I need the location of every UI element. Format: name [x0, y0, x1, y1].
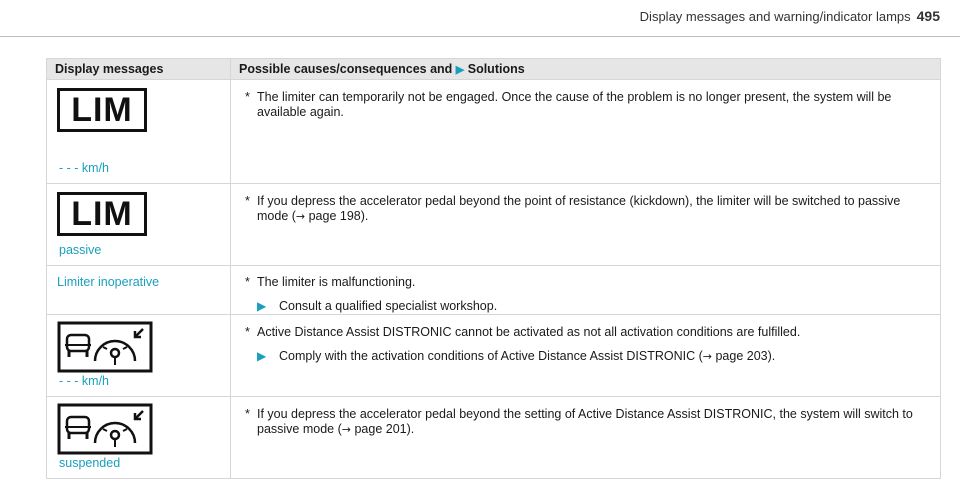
page-reference-link[interactable]: page 198).	[308, 209, 369, 223]
distronic-icon	[57, 321, 153, 373]
page-reference-link[interactable]: page 203).	[715, 349, 776, 363]
lim-icon: LIM	[57, 88, 147, 132]
table-row	[47, 315, 941, 397]
display-text: - - - km/h	[59, 161, 109, 175]
bullet-marker: *	[245, 407, 250, 421]
list-item	[245, 275, 930, 290]
step-text: Consult a qualified specialist workshop.	[279, 299, 498, 313]
page-number: 495	[916, 8, 940, 24]
cause-cell	[231, 80, 941, 184]
page-header	[640, 8, 940, 24]
step-content	[279, 349, 775, 364]
bullet-text: Active Distance Assist DISTRONIC cannot be activated as not all activation conditions are fulfilled.	[257, 325, 801, 339]
table-row	[47, 184, 941, 266]
cause-cell	[231, 184, 941, 266]
display-message-cell	[47, 80, 231, 184]
play-arrow-icon: ▶	[257, 299, 267, 313]
header-rule	[0, 36, 960, 37]
page-ref-arrow-icon: →	[341, 423, 351, 436]
cause-cell	[231, 397, 941, 479]
list-item	[245, 325, 930, 340]
distronic-icon	[57, 403, 153, 455]
table-row	[47, 397, 941, 479]
play-arrow-icon: ▶	[257, 349, 267, 363]
lim-icon: LIM	[57, 192, 147, 236]
bullet-text: The limiter can temporarily not be engaged. Once the cause of the problem is no longer present, the system will be available again.	[257, 90, 892, 119]
list-item	[245, 194, 930, 224]
display-message-cell	[47, 184, 231, 266]
list-item	[245, 90, 930, 120]
bullet-marker: *	[245, 90, 250, 104]
display-message-cell	[47, 266, 231, 315]
page-ref-arrow-icon: →	[702, 350, 712, 363]
table-header-row	[47, 59, 941, 80]
page-ref-arrow-icon: →	[295, 210, 306, 223]
bullet-text: If you depress the accelerator pedal beyond the point of resistance (kickdown), the limiter will be switched to passive mode (	[257, 194, 901, 223]
display-text: passive	[59, 243, 102, 257]
solution-step	[257, 349, 930, 364]
cause-cell	[231, 315, 941, 397]
bullet-marker: *	[245, 194, 250, 208]
col-header-display-messages: Display messages	[47, 59, 231, 80]
display-message-cell	[47, 315, 231, 397]
col-header-solutions-label: Solutions	[467, 62, 525, 76]
bullet-marker: *	[245, 325, 250, 339]
bullet-content	[257, 194, 930, 224]
play-arrow-icon: ▶	[455, 64, 465, 76]
display-text: - - - km/h	[59, 374, 109, 388]
solution-step	[257, 299, 930, 314]
col-header-causes-label: Possible causes/consequences and	[239, 62, 453, 76]
col-header-causes	[231, 59, 941, 80]
table-row	[47, 80, 941, 184]
bullet-content	[257, 407, 930, 437]
step-text: Comply with the activation conditions of Active Distance Assist DISTRONIC (	[279, 349, 703, 363]
display-text: suspended	[59, 456, 121, 470]
display-message-cell	[47, 397, 231, 479]
display-text: Limiter inoperative	[57, 275, 160, 289]
bullet-text: If you depress the accelerator pedal beyond the setting of Active Distance Assist DISTRONIC, the system will switch to passive mode (	[257, 407, 913, 436]
page-reference-link[interactable]: page 201).	[354, 422, 415, 436]
list-item	[245, 407, 930, 437]
display-messages-table	[46, 58, 941, 479]
bullet-text: The limiter is malfunctioning.	[257, 275, 416, 289]
table-row	[47, 266, 941, 315]
bullet-marker: *	[245, 275, 250, 289]
page-header-title: Display messages and warning/indicator lamps	[639, 9, 911, 24]
cause-cell	[231, 266, 941, 315]
